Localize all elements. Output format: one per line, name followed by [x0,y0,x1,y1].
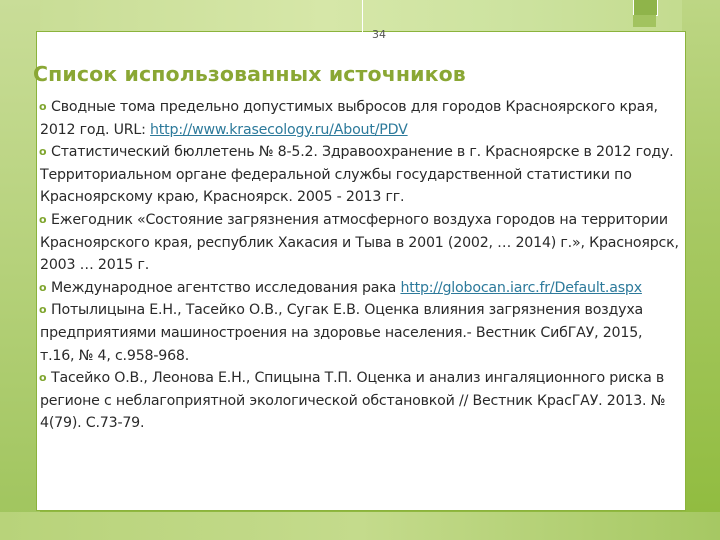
reference-item [40,141,680,209]
reference-item [40,299,680,367]
reference-item [40,96,680,141]
reference-list [40,96,680,435]
reference-text: Сводные тома предельно допустимых выбросов для городов Красноярского края, 2012 год. URL: [40,99,658,138]
reference-link[interactable]: http://globocan.iarc.fr/Default.aspx [400,279,642,296]
reference-item [40,277,680,300]
divider-line [362,0,363,54]
slide-title: Список использованных источников [33,62,466,86]
reference-text: Международное агентство исследования рака [51,279,401,296]
corner-square-decor-lower [633,15,656,27]
reference-text: Тасейко О.В., Леонова Е.Н., Спицына Т.П. Оценка и анализ ингаляционного риска в регионе с неблагоприятной экологической обстановкой // Вестник КрасГАУ. 2013. № 4(79). С.73-79. [40,370,666,432]
round-bullet-icon: o [39,100,47,113]
round-bullet-icon: o [39,145,47,159]
right-decor-band [682,0,720,540]
reference-item [40,209,680,277]
round-bullet-icon: o [39,303,47,317]
reference-link[interactable]: http://www.krasecology.ru/About/PDV [150,121,408,138]
round-bullet-icon: o [39,371,47,385]
bottom-decor-band [0,512,720,540]
reference-item [40,367,680,435]
round-bullet-icon: o [39,212,47,226]
round-bullet-icon: o [39,280,47,294]
reference-text: Потылицына Е.Н., Тасейко О.В., Сугак Е.В. Оценка влияния загрязнения воздуха предприятиями машиностроения на здоровье населения.- Вестник СибГАУ, 2015, т.16, № 4, с.958-968. [40,302,644,364]
page-number: 34 [372,28,386,41]
reference-text: Ежегодник «Состояние загрязнения атмосферного воздуха городов на территории Красноярского края, республик Хакасия и Тыва в 2001 (2002, … 2014) г.», Красноярск, 2003 … 2015 г. [40,211,679,274]
reference-text: Статистический бюллетень № 8-5.2. Здравоохранение в г. Красноярске в 2012 году. Территориальном органе федеральной службы государственной статистики по Красноярскому краю, Красноярск. 2005 - 2013 гг. [40,144,674,206]
corner-square-decor [633,0,658,16]
